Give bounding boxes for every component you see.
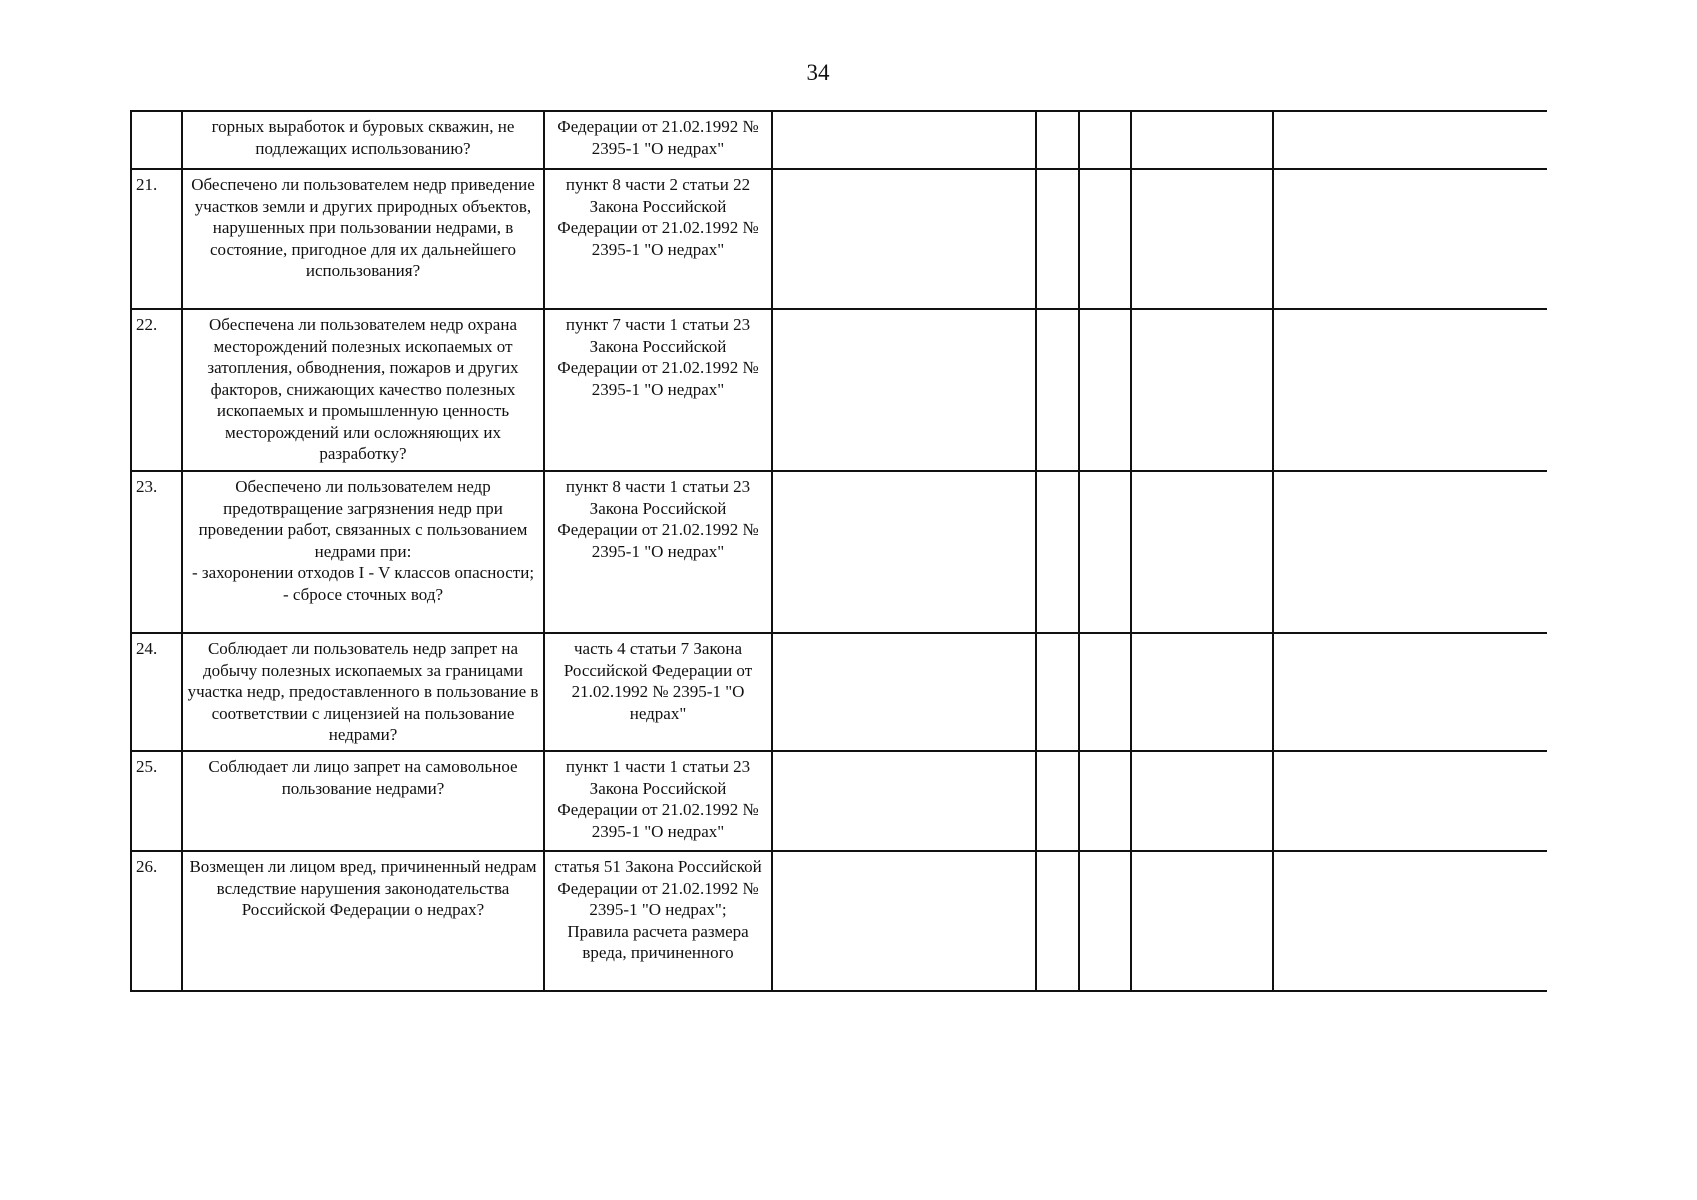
blank-cell [1273,169,1547,309]
blank-cell [772,309,1036,471]
table-row [131,111,1547,169]
blank-cell [1131,111,1273,169]
row-question: Возмещен ли лицом вред, причиненный недрам вследствие нарушения законодательства Российской Федерации о недрах? [182,851,544,991]
blank-cell [772,633,1036,751]
blank-cell [1131,309,1273,471]
blank-cell [1036,169,1079,309]
blank-cell [772,111,1036,169]
blank-cell [1036,111,1079,169]
blank-cell [1036,633,1079,751]
blank-cell [1273,751,1547,851]
row-number: 26. [131,851,182,991]
blank-cell [1131,633,1273,751]
page-number: 34 [806,60,830,85]
blank-cell [772,851,1036,991]
blank-cell [1273,111,1547,169]
reference-text: статья 51 Закона Российской Федерации от 21.02.1992 № 2395-1 "О недрах"; Правила расчета размера вреда, причиненного [554,857,762,962]
row-question [182,471,544,633]
blank-cell [1079,471,1131,633]
blank-cell [1079,633,1131,751]
blank-cell [1273,851,1547,991]
blank-cell [1036,309,1079,471]
row-question: горных выработок и буровых скважин, не подлежащих использованию? [182,111,544,169]
row-reference: пункт 7 части 1 статьи 23 Закона Российской Федерации от 21.02.1992 № 2395-1 "О недрах" [544,309,772,471]
blank-cell [1036,851,1079,991]
row-number: 25. [131,751,182,851]
row-reference [544,851,772,991]
row-number: 23. [131,471,182,633]
blank-cell [1131,851,1273,991]
table-row [131,851,1547,991]
row-question: Соблюдает ли пользователь недр запрет на добычу полезных ископаемых за границами участка недр, предоставленного в пользование в соответствии с лицензией на пользование недрами? [182,633,544,751]
question-text: Обеспечено ли пользователем недр предотвращение загрязнения недр при проведении работ, связанных с пользованием недрами при: - захоронении отходов I - V классов опасности; - сбросе сточных вод? [191,477,535,604]
table-row [131,471,1547,633]
blank-cell [772,751,1036,851]
blank-cell [772,169,1036,309]
blank-cell [1079,309,1131,471]
blank-cell [1273,309,1547,471]
row-question: Обеспечено ли пользователем недр приведение участков земли и других природных объектов, нарушенных при пользовании недрами, в состояние, пригодное для их дальнейшего использования? [182,169,544,309]
row-reference: Федерации от 21.02.1992 № 2395-1 "О недрах" [544,111,772,169]
row-number: 24. [131,633,182,751]
blank-cell [1131,751,1273,851]
blank-cell [1079,111,1131,169]
blank-cell [772,471,1036,633]
blank-cell [1273,633,1547,751]
row-reference: часть 4 статьи 7 Закона Российской Федерации от 21.02.1992 № 2395-1 "О недрах" [544,633,772,751]
blank-cell [1131,471,1273,633]
table-row [131,633,1547,751]
row-number [131,111,182,169]
blank-cell [1273,471,1547,633]
row-question: Обеспечена ли пользователем недр охрана месторождений полезных ископаемых от затопления, обводнения, пожаров и других факторов, снижающих качество полезных ископаемых и промышленную ценность месторождений или осложняющих их разработку? [182,309,544,471]
row-reference: пункт 8 части 1 статьи 23 Закона Российской Федерации от 21.02.1992 № 2395-1 "О недрах" [544,471,772,633]
row-question: Соблюдает ли лицо запрет на самовольное пользование недрами? [182,751,544,851]
blank-cell [1079,169,1131,309]
blank-cell [1036,751,1079,851]
row-reference: пункт 1 части 1 статьи 23 Закона Российской Федерации от 21.02.1992 № 2395-1 "О недрах" [544,751,772,851]
blank-cell [1079,751,1131,851]
row-number: 22. [131,309,182,471]
blank-cell [1036,471,1079,633]
checklist-table [130,110,1547,992]
blank-cell [1079,851,1131,991]
table-row [131,309,1547,471]
blank-cell [1131,169,1273,309]
row-reference: пункт 8 части 2 статьи 22 Закона Российской Федерации от 21.02.1992 № 2395-1 "О недрах" [544,169,772,309]
row-number: 21. [131,169,182,309]
table-row [131,169,1547,309]
table-row [131,751,1547,851]
